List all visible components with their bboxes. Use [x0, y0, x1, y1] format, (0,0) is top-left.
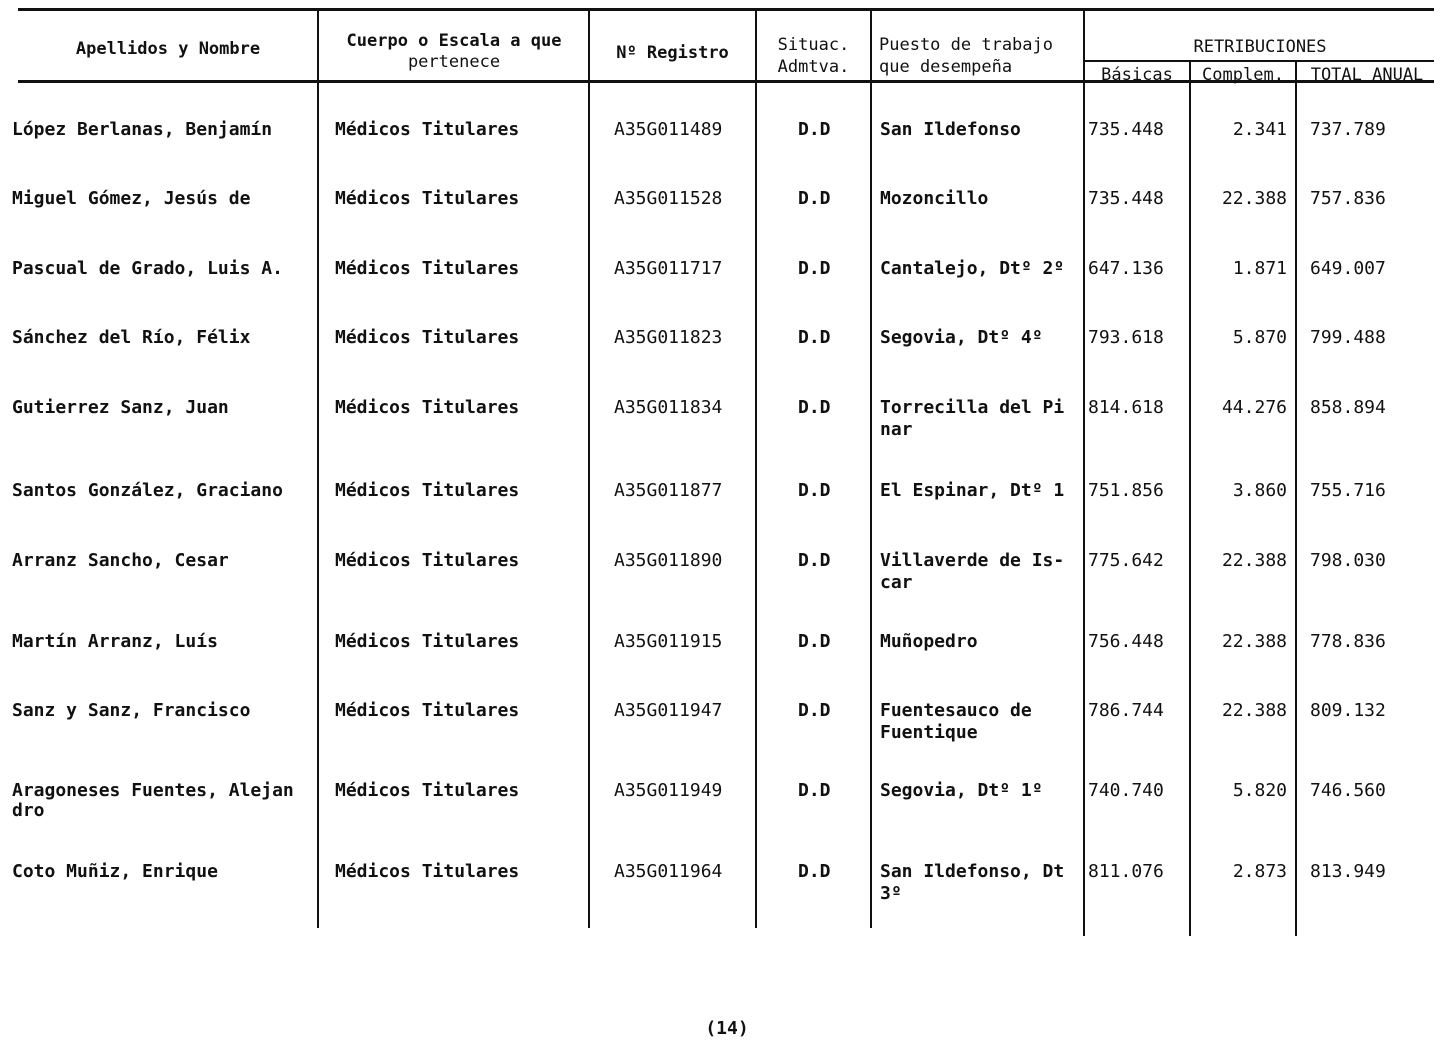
- cell-cuerpo: Médicos Titulares: [335, 397, 520, 418]
- cell-name: Sánchez del Río, Félix: [12, 327, 251, 348]
- cell-situac: D.D: [798, 188, 831, 209]
- cell-situac: D.D: [798, 397, 831, 418]
- cell-name: Coto Muñiz, Enrique: [12, 861, 218, 882]
- cell-cuerpo: Médicos Titulares: [335, 480, 520, 501]
- column-divider-4: [870, 8, 872, 928]
- cell-basicas: 811.076: [1088, 861, 1164, 882]
- cell-cuerpo: Médicos Titulares: [335, 780, 520, 801]
- cell-total: 798.030: [1310, 550, 1386, 571]
- cell-situac: D.D: [798, 861, 831, 882]
- cell-basicas: 751.856: [1088, 480, 1164, 501]
- cell-puesto: Muñopedro: [880, 631, 978, 652]
- cell-registro: A35G011949: [614, 780, 723, 801]
- cell-situac: D.D: [798, 327, 831, 348]
- cell-name-continued: dro: [12, 800, 45, 821]
- column-divider-2: [588, 8, 590, 928]
- cell-complem: 2.341: [1232, 119, 1287, 140]
- cell-registro: A35G011877: [614, 480, 723, 501]
- cell-total: 778.836: [1310, 631, 1386, 652]
- cell-basicas: 786.744: [1088, 700, 1164, 721]
- cell-situac: D.D: [798, 700, 831, 721]
- cell-situac: D.D: [798, 550, 831, 571]
- cell-total: 858.894: [1310, 397, 1386, 418]
- cell-total: 809.132: [1310, 700, 1386, 721]
- cell-puesto: Cantalejo, Dtº 2º: [880, 258, 1065, 279]
- cell-registro: A35G011964: [614, 861, 723, 882]
- column-divider-7: [1295, 60, 1297, 936]
- cell-total: 799.488: [1310, 327, 1386, 348]
- header-cuerpo-line2: pertenece: [407, 52, 501, 72]
- cell-puesto: Fuentesauco de: [880, 700, 1032, 721]
- cell-cuerpo: Médicos Titulares: [335, 258, 520, 279]
- cell-basicas: 740.740: [1088, 780, 1164, 801]
- cell-complem: 2.873: [1232, 861, 1287, 882]
- cell-total: 649.007: [1310, 258, 1386, 279]
- cell-situac: D.D: [798, 258, 831, 279]
- column-divider-3: [755, 8, 757, 928]
- cell-registro: A35G011823: [614, 327, 723, 348]
- header-cuerpo-line1: Cuerpo o Escala a que: [346, 31, 562, 51]
- cell-complem: 5.870: [1232, 327, 1287, 348]
- cell-registro: A35G011528: [614, 188, 723, 209]
- cell-cuerpo: Médicos Titulares: [335, 327, 520, 348]
- cell-registro: A35G011947: [614, 700, 723, 721]
- cell-name: López Berlanas, Benjamín: [12, 119, 273, 140]
- cell-basicas: 756.448: [1088, 631, 1164, 652]
- cell-registro: A35G011890: [614, 550, 723, 571]
- cell-name: Sanz y Sanz, Francisco: [12, 700, 251, 721]
- cell-basicas: 647.136: [1088, 258, 1164, 279]
- cell-situac: D.D: [798, 780, 831, 801]
- cell-cuerpo: Médicos Titulares: [335, 700, 520, 721]
- page-number: (14): [705, 1018, 749, 1039]
- cell-name: Pascual de Grado, Luis A.: [12, 258, 283, 279]
- cell-name: Gutierrez Sanz, Juan: [12, 397, 229, 418]
- header-retribuciones: RETRIBUCIONES: [1193, 37, 1327, 57]
- cell-total: 746.560: [1310, 780, 1386, 801]
- cell-puesto: El Espinar, Dtº 1: [880, 480, 1065, 501]
- cell-cuerpo: Médicos Titulares: [335, 861, 520, 882]
- header-apellidos: Apellidos y Nombre: [75, 39, 261, 59]
- cell-name: Martín Arranz, Luís: [12, 631, 218, 652]
- header-puesto-line1: Puesto de trabajo: [879, 35, 1053, 55]
- top-rule: [18, 8, 1434, 11]
- cell-puesto: Mozoncillo: [880, 188, 989, 209]
- cell-basicas: 775.642: [1088, 550, 1164, 571]
- cell-basicas: 814.618: [1088, 397, 1164, 418]
- cell-registro: A35G011489: [614, 119, 723, 140]
- cell-name: Miguel Gómez, Jesús de: [12, 188, 251, 209]
- header-registro: Nº Registro: [616, 43, 729, 63]
- cell-puesto: San Ildefonso, Dt: [880, 861, 1065, 882]
- cell-puesto: Segovia, Dtº 1º: [880, 780, 1043, 801]
- cell-total: 813.949: [1310, 861, 1386, 882]
- cell-name: Aragoneses Fuentes, Alejan: [12, 780, 294, 801]
- cell-total: 755.716: [1310, 480, 1386, 501]
- cell-situac: D.D: [798, 480, 831, 501]
- cell-puesto-continued: nar: [880, 419, 913, 440]
- cell-cuerpo: Médicos Titulares: [335, 119, 520, 140]
- cell-puesto-continued: Fuentique: [880, 722, 978, 743]
- cell-basicas: 793.618: [1088, 327, 1164, 348]
- cell-complem: 22.388: [1221, 188, 1287, 209]
- cell-puesto-continued: car: [880, 572, 913, 593]
- cell-complem: 5.820: [1232, 780, 1287, 801]
- header-total-anual: TOTAL ANUAL: [1310, 65, 1424, 85]
- cell-complem: 3.860: [1232, 480, 1287, 501]
- cell-basicas: 735.448: [1088, 119, 1164, 140]
- header-complem: Complem.: [1202, 65, 1284, 85]
- cell-registro: A35G011717: [614, 258, 723, 279]
- column-divider-5: [1083, 8, 1085, 936]
- cell-cuerpo: Médicos Titulares: [335, 631, 520, 652]
- cell-situac: D.D: [798, 119, 831, 140]
- header-situac-line1: Situac.: [777, 35, 850, 55]
- header-basicas: Básicas: [1101, 65, 1173, 85]
- cell-total: 737.789: [1310, 119, 1386, 140]
- retribuciones-rule: [1084, 60, 1434, 62]
- cell-name: Santos González, Graciano: [12, 480, 283, 501]
- cell-puesto: Segovia, Dtº 4º: [880, 327, 1043, 348]
- cell-registro: A35G011834: [614, 397, 723, 418]
- cell-complem: 22.388: [1221, 700, 1287, 721]
- cell-complem: 22.388: [1221, 550, 1287, 571]
- cell-name: Arranz Sancho, Cesar: [12, 550, 229, 571]
- cell-situac: D.D: [798, 631, 831, 652]
- cell-puesto: San Ildefonso: [880, 119, 1021, 140]
- cell-basicas: 735.448: [1088, 188, 1164, 209]
- cell-complem: 22.388: [1221, 631, 1287, 652]
- column-divider-1: [317, 8, 319, 928]
- header-situac-line2: Admtva.: [777, 57, 850, 77]
- cell-puesto: Torrecilla del Pi: [880, 397, 1065, 418]
- cell-total: 757.836: [1310, 188, 1386, 209]
- cell-registro: A35G011915: [614, 631, 723, 652]
- header-puesto-line2: que desempeña: [879, 57, 1013, 77]
- cell-puesto-continued: 3º: [880, 883, 902, 904]
- cell-cuerpo: Médicos Titulares: [335, 550, 520, 571]
- cell-complem: 44.276: [1221, 397, 1287, 418]
- cell-cuerpo: Médicos Titulares: [335, 188, 520, 209]
- cell-puesto: Villaverde de Is-: [880, 550, 1065, 571]
- cell-complem: 1.871: [1232, 258, 1287, 279]
